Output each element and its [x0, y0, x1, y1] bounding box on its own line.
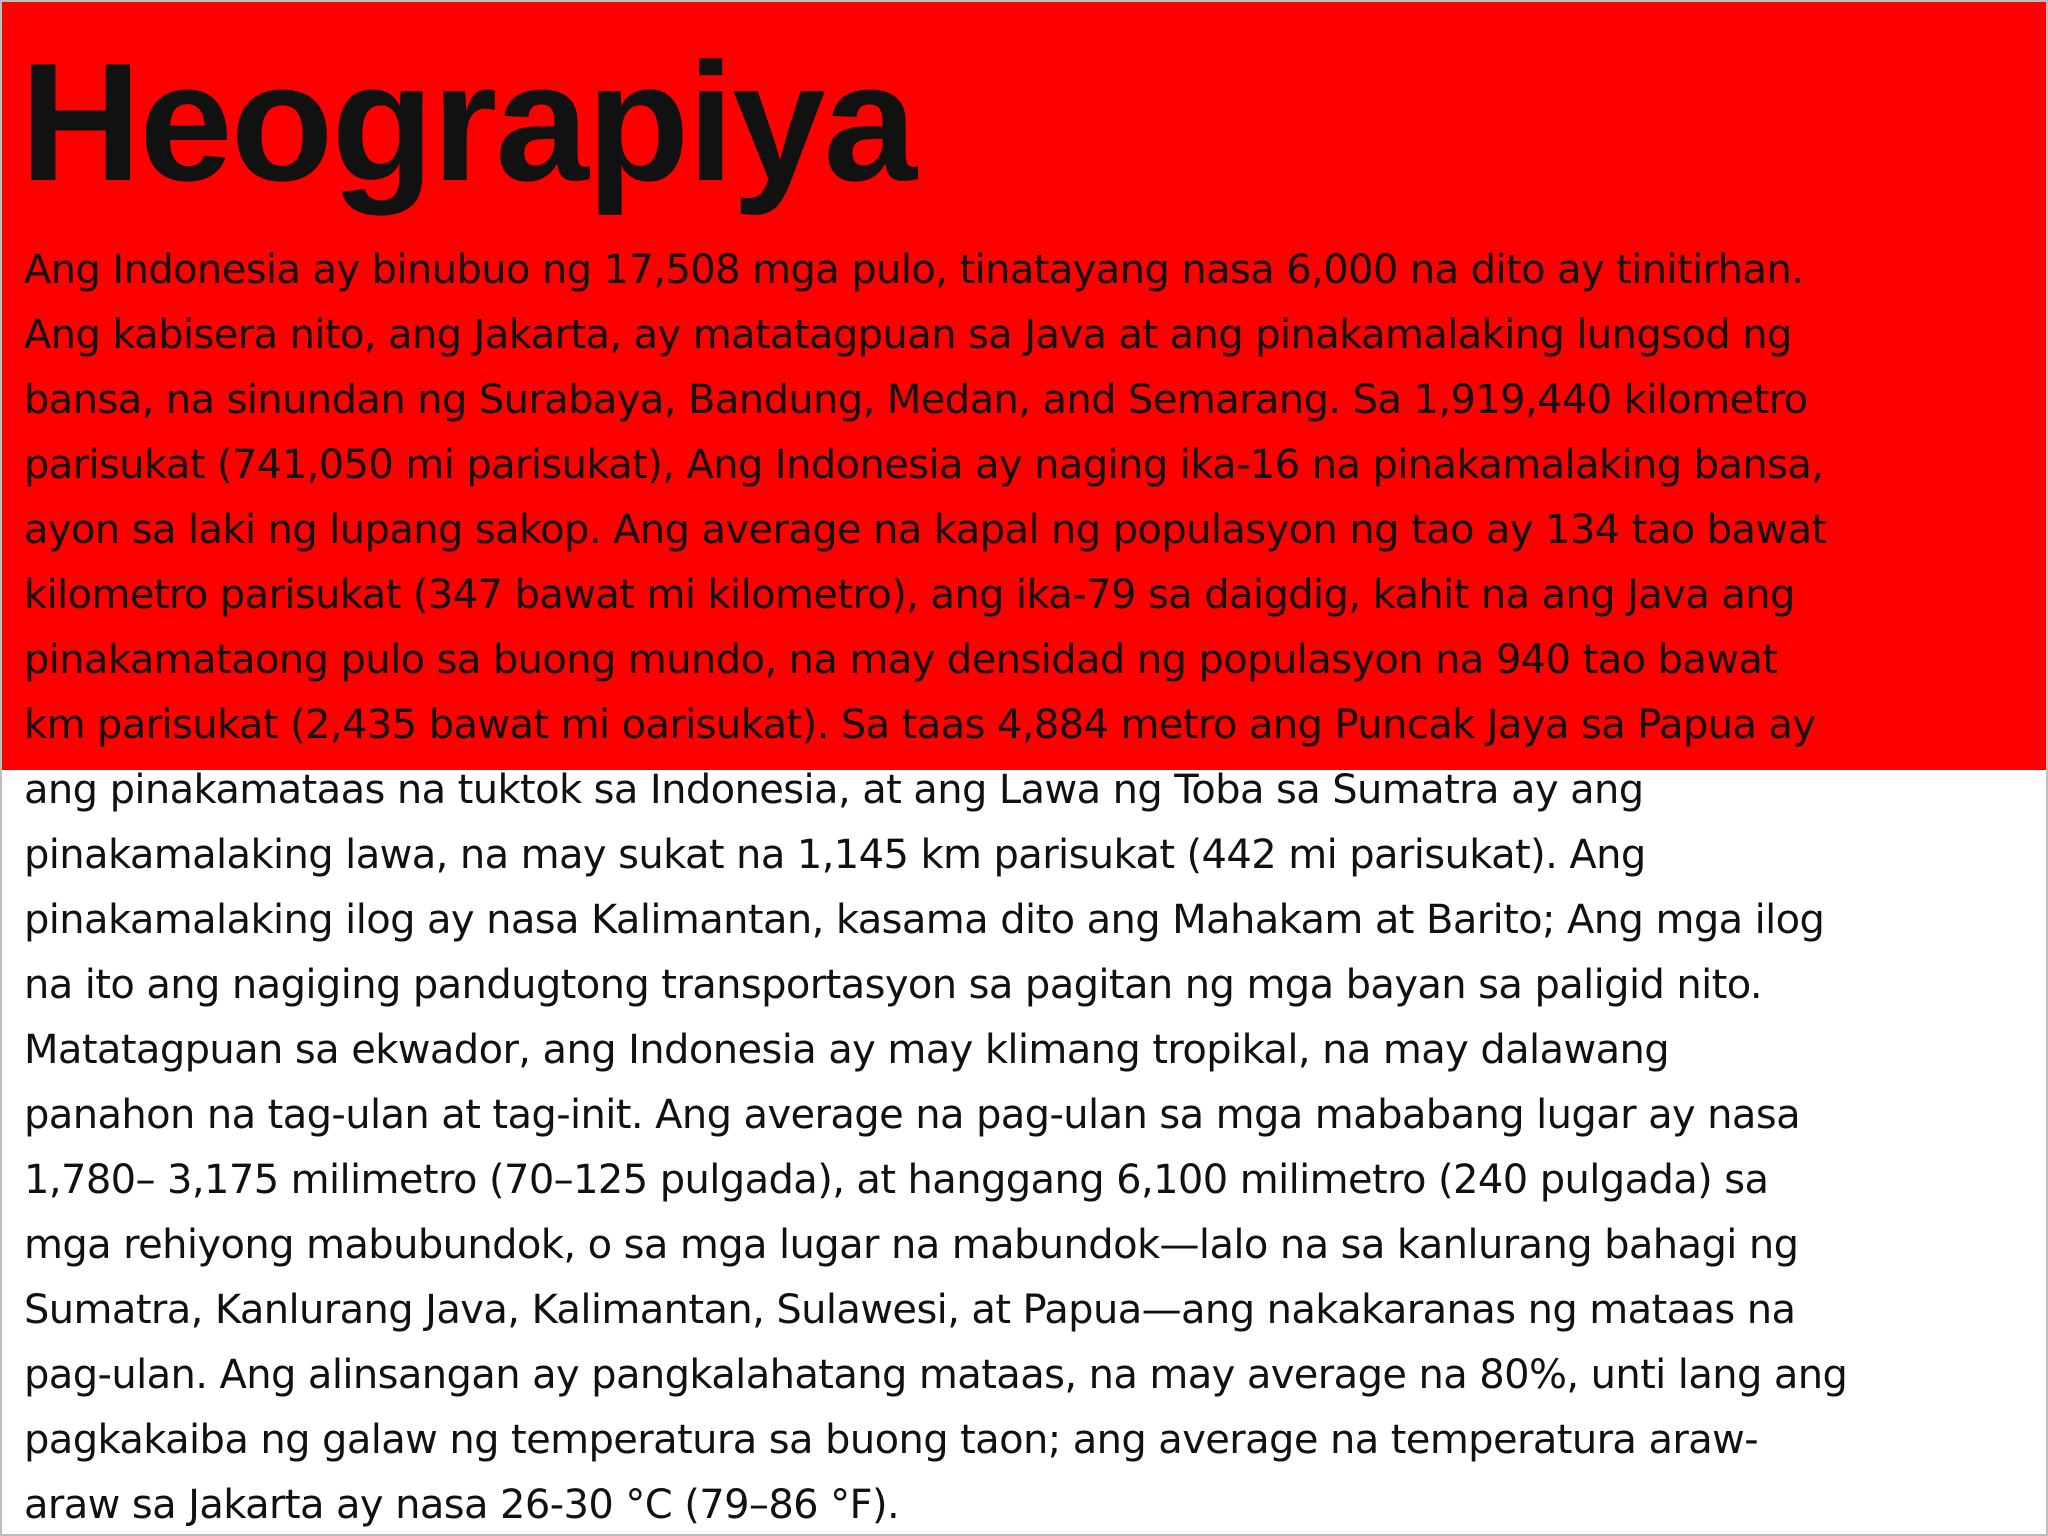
- body-line: Sumatra, Kanlurang Java, Kalimantan, Sulawesi, at Papua—ang nakakaranas ng mataas na: [24, 1287, 1796, 1333]
- body-line: ang pinakamataas na tuktok sa Indonesia, at ang Lawa ng Toba sa Sumatra ay ang: [24, 767, 1644, 813]
- body-paragraph: [24, 238, 2034, 1536]
- body-line: pinakamalaking lawa, na may sukat na 1,145 km parisukat (442 mi parisukat). Ang: [24, 832, 1646, 878]
- body-line: araw sa Jakarta ay nasa 26-30 °C (79–86 °F).: [24, 1482, 900, 1528]
- body-line: panahon na tag-ulan at tag-init. Ang average na pag-ulan sa mga mababang lugar ay nasa: [24, 1092, 1800, 1138]
- body-line: km parisukat (2,435 bawat mi oarisukat). Sa taas 4,884 metro ang Puncak Jaya sa Papua ay: [24, 702, 1816, 748]
- body-line: Matatagpuan sa ekwador, ang Indonesia ay may klimang tropikal, na may dalawang: [24, 1027, 1670, 1073]
- slide-title: Heograpiya: [20, 28, 915, 216]
- body-line: pinakamataong pulo sa buong mundo, na may densidad ng populasyon na 940 tao bawat: [24, 637, 1778, 683]
- body-line: Ang kabisera nito, ang Jakarta, ay matatagpuan sa Java at ang pinakamalaking lungsod ng: [24, 312, 1792, 358]
- body-line: na ito ang nagiging pandugtong transportasyon sa pagitan ng mga bayan sa paligid nito.: [24, 962, 1763, 1008]
- body-line: mga rehiyong mabubundok, o sa mga lugar na mabundok—lalo na sa kanlurang bahagi ng: [24, 1222, 1799, 1268]
- body-line: pagkakaiba ng galaw ng temperatura sa buong taon; ang average na temperatura araw-: [24, 1417, 1759, 1463]
- body-line: ayon sa laki ng lupang sakop. Ang average na kapal ng populasyon ng tao ay 134 tao bawat: [24, 507, 1827, 553]
- body-line: bansa, na sinundan ng Surabaya, Bandung, Medan, and Semarang. Sa 1,919,440 kilometro: [24, 377, 1808, 423]
- body-line: pag-ulan. Ang alinsangan ay pangkalahatang mataas, na may average na 80%, unti lang ang: [24, 1352, 1848, 1398]
- body-line: 1,780– 3,175 milimetro (70–125 pulgada), at hanggang 6,100 milimetro (240 pulgada) sa: [24, 1157, 1769, 1203]
- body-line: pinakamalaking ilog ay nasa Kalimantan, kasama dito ang Mahakam at Barito; Ang mga ilog: [24, 897, 1825, 943]
- body-line: kilometro parisukat (347 bawat mi kilometro), ang ika-79 sa daigdig, kahit na ang Java ang: [24, 572, 1795, 618]
- body-line: parisukat (741,050 mi parisukat), Ang Indonesia ay naging ika-16 na pinakamalaking bansa,: [24, 442, 1824, 488]
- body-line: Ang Indonesia ay binubuo ng 17,508 mga pulo, tinatayang nasa 6,000 na dito ay tinitirhan.: [24, 247, 1804, 293]
